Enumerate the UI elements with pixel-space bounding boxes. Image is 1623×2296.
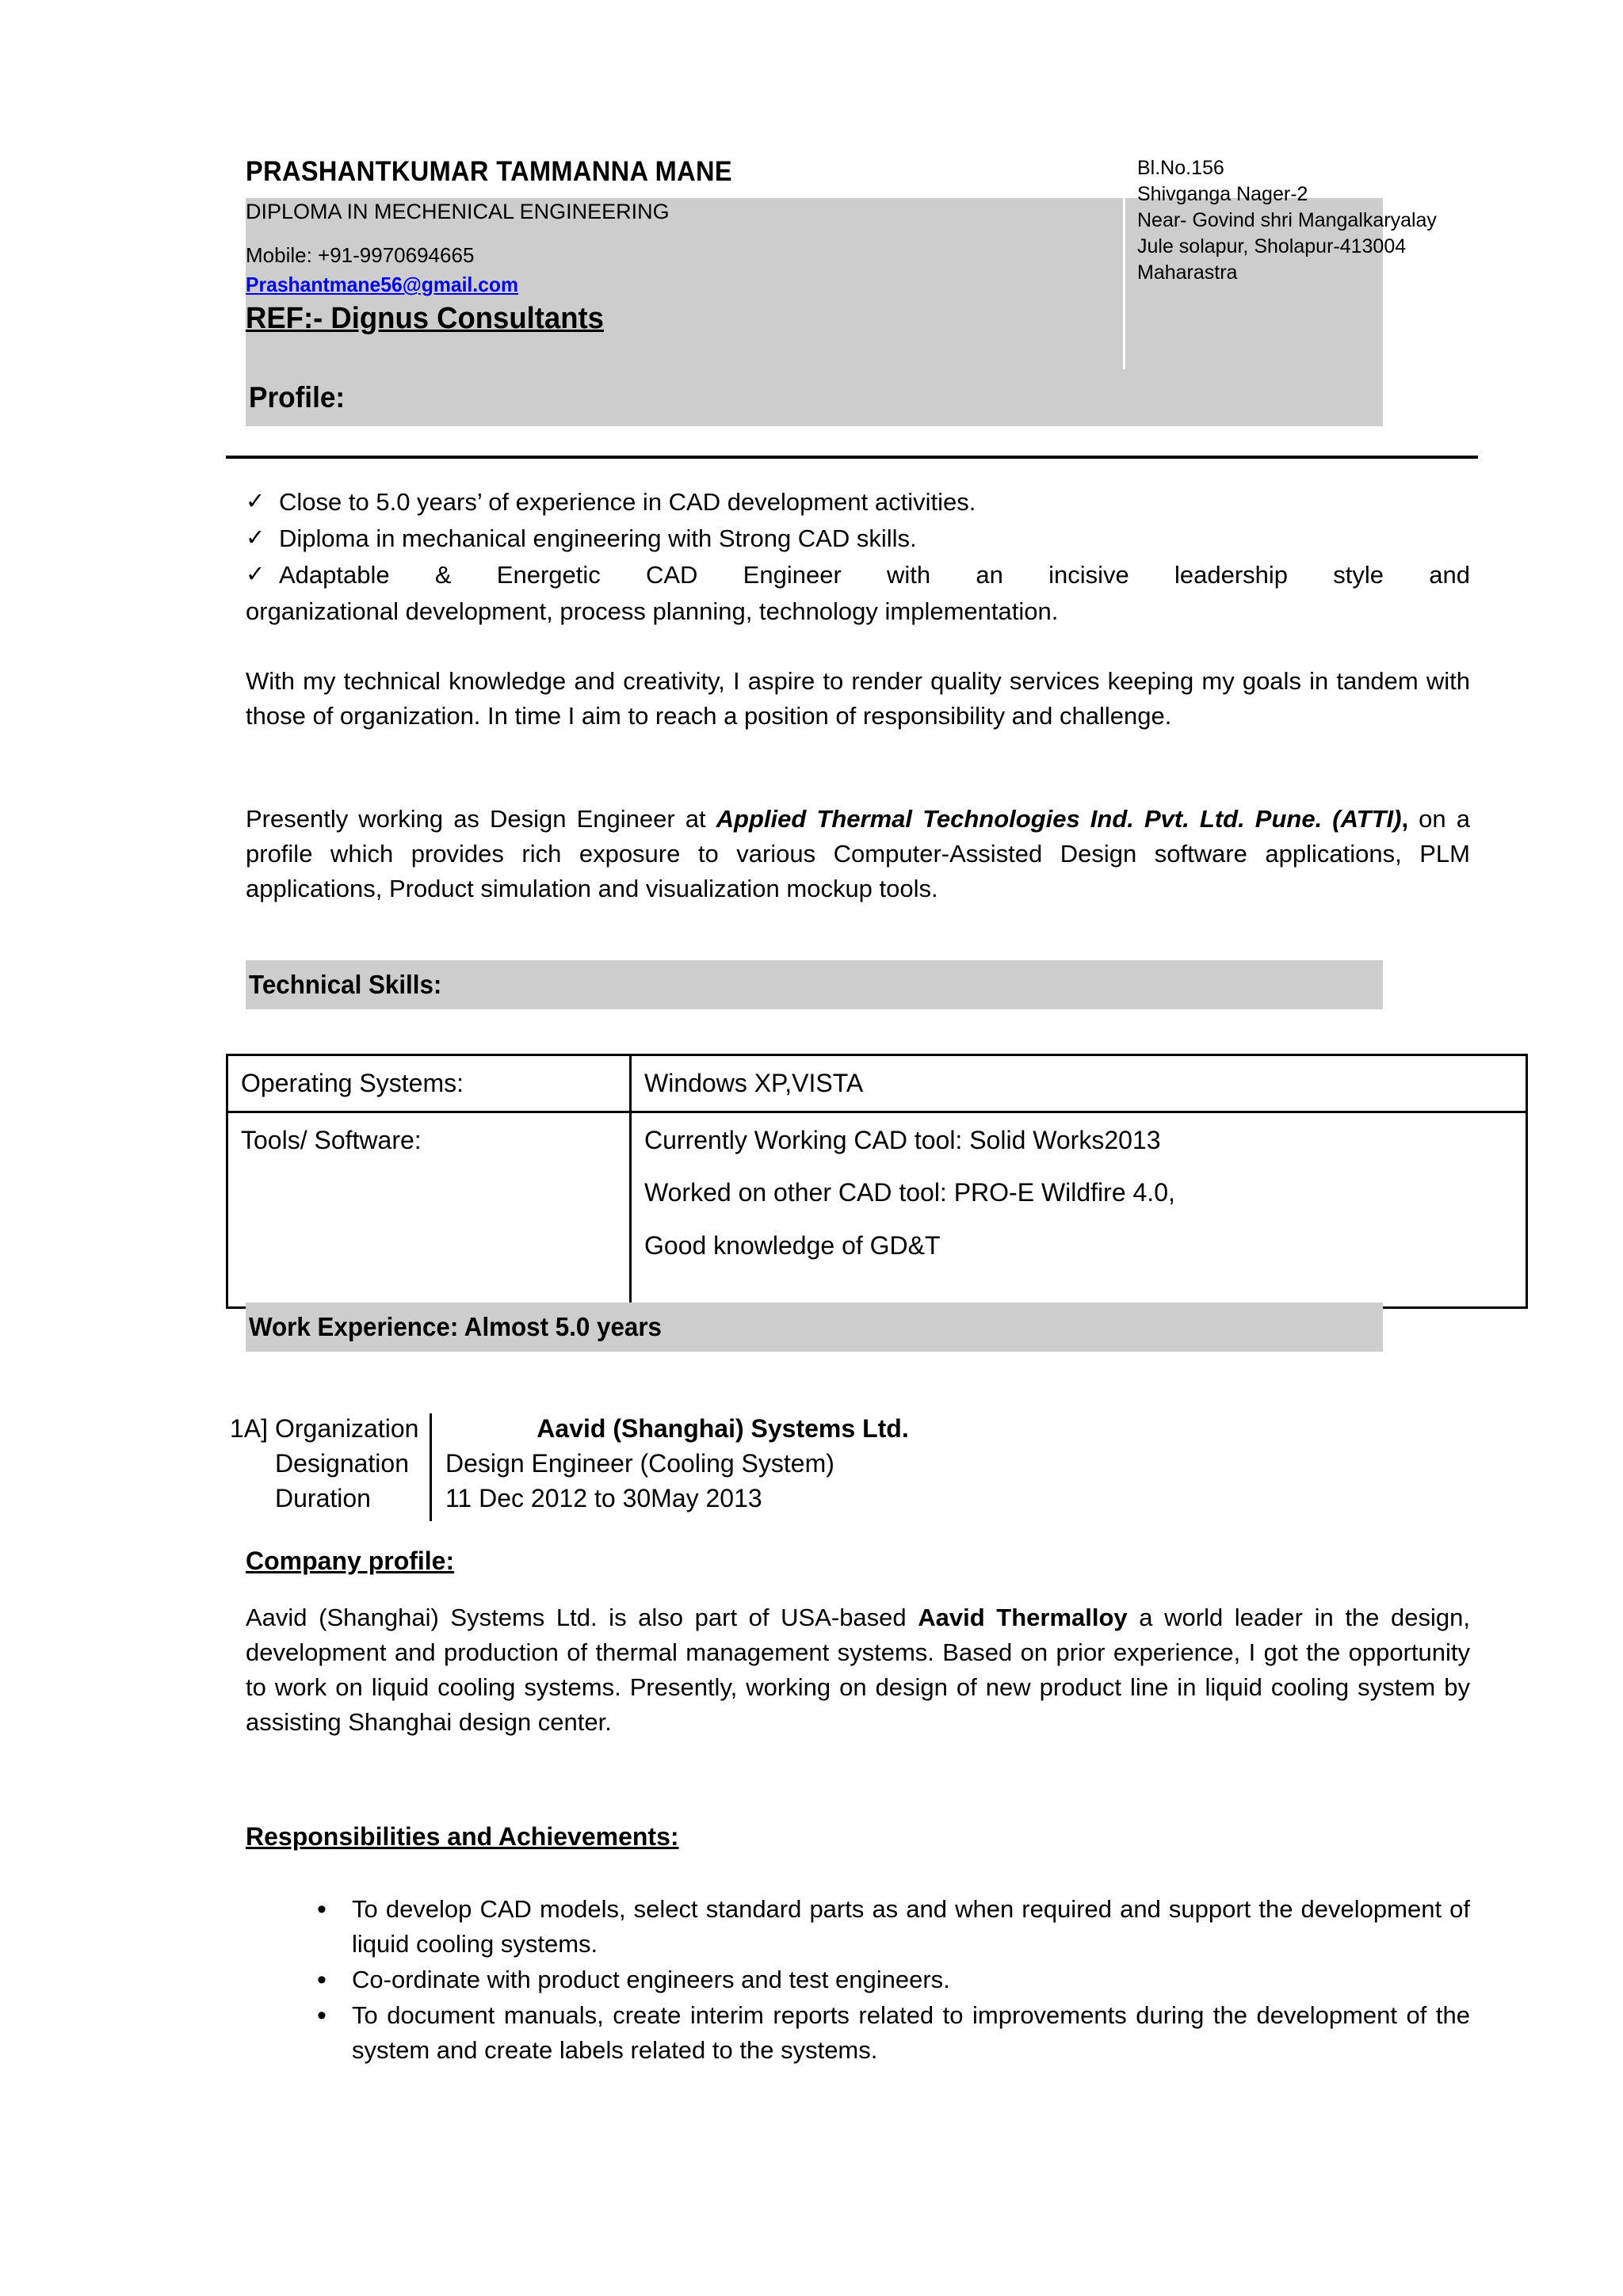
section-heading-work-experience-label: Work Experience: Almost 5.0 years (249, 1312, 663, 1341)
company-text-part1: Aavid (Shanghai) Systems Ltd. is also part of USA-based (246, 1604, 918, 1631)
present-emphasis-comma: , (1401, 805, 1409, 833)
skill-value: Windows XP,VISTA (644, 1069, 864, 1097)
experience-row-duration (230, 1482, 1260, 1516)
page-title: PRASHANTKUMAR TAMMANNA MANE (246, 156, 732, 187)
address-line-2: Shivganga Nager-2 (1137, 183, 1308, 205)
table-cell-value (631, 1112, 1527, 1308)
reference-line: REF:- Dignus Consultants (246, 302, 604, 336)
list-item-label: To develop CAD models, select standard parts as and when required and support the development of liquid cooling systems. (352, 1895, 1470, 1958)
experience-field-value: 11 Dec 2012 to 30May 2013 (445, 1484, 762, 1512)
subheading-company-profile: Company profile: (246, 1547, 455, 1575)
experience-row-organization (230, 1412, 1260, 1447)
section-heading-profile-label: Profile: (249, 381, 346, 414)
list-item-continuation: organizational development, process planning, technology implementation. (246, 597, 1059, 626)
section-heading-technical-skills-label: Technical Skills: (249, 970, 442, 999)
email-link[interactable]: Prashantmane56@gmail.com (246, 272, 518, 296)
list-item-label: Close to 5.0 years’ of experience in CAD development activities. (279, 488, 976, 516)
subheading-responsibilities: Responsibilities and Achievements: (246, 1822, 679, 1851)
experience-field-key: Designation (275, 1449, 409, 1478)
technical-skills-table (226, 1054, 1528, 1309)
table-cell-label: Tools/ Software: (227, 1112, 631, 1308)
address-block (1137, 155, 1581, 286)
experience-index: 1A] (230, 1414, 269, 1443)
company-profile-paragraph (246, 1600, 1470, 1740)
experience-field-value: Aavid (Shanghai) Systems Ltd. (537, 1414, 909, 1443)
present-text-part1: Presently working as Design Engineer at (246, 805, 716, 833)
bullet-icon: • (317, 1894, 327, 1924)
list-item (246, 521, 1470, 556)
list-item-label: To document manuals, create interim reports related to improvements during the development of the system and create labels related to the systems. (352, 2001, 1470, 2065)
bullet-icon: • (317, 2000, 327, 2031)
list-item-label: Diploma in mechanical engineering with Strong CAD skills. (279, 524, 917, 553)
experience-row-designation (230, 1447, 1260, 1482)
list-item-label: Adaptable & Energetic CAD Engineer with an incisive leadership style and (279, 561, 1470, 589)
experience-entry (230, 1412, 1260, 1516)
section-heading-work-experience (246, 1302, 1383, 1352)
header-contact-column (246, 155, 1117, 338)
profile-paragraph-aspiration: With my technical knowledge and creativity, I aspire to render quality services keeping my goals in tandem with those of organization. In time I aim to reach a position of responsibility and challenge. (246, 667, 1470, 730)
list-item (246, 1892, 1470, 1962)
address-line-3: Near- Govind shri Mangalkaryalay (1137, 209, 1437, 231)
company-name-emphasis: Aavid Thermalloy (918, 1604, 1128, 1631)
address-line-5: Maharastra (1137, 261, 1238, 284)
section-heading-technical-skills (246, 960, 1383, 1009)
table-cell-label: Operating Systems: (227, 1055, 631, 1112)
profile-paragraph-present (246, 802, 1470, 906)
list-item (246, 1998, 1470, 2068)
experience-field-value: Design Engineer (Cooling System) (445, 1449, 834, 1478)
list-item (246, 558, 1470, 593)
profile-checklist (246, 485, 1470, 629)
table-row (227, 1055, 1527, 1112)
experience-field-key: Organization (275, 1414, 419, 1443)
degree-line: DIPLOMA IN MECHENICAL ENGINEERING (246, 200, 670, 223)
experience-field-key: Duration (275, 1484, 371, 1512)
skill-value: Worked on other CAD tool: PRO-E Wildfire 4.0, (644, 1178, 1175, 1207)
list-item (246, 1962, 1470, 1997)
section-heading-profile (246, 369, 1383, 426)
present-text-part2: on a profile which provides rich exposure to various Computer-Assisted Design software applications, PLM applications, Product simulation and visualization mockup tools. (246, 805, 1470, 903)
list-item-label: Co-ordinate with product engineers and test engineers. (352, 1966, 950, 1994)
bullet-icon: • (317, 1965, 327, 1996)
mobile-line: Mobile: +91-9970694665 (246, 242, 475, 267)
horizontal-rule (226, 456, 1478, 459)
skill-value: Good knowledge of GD&T (644, 1230, 941, 1260)
skill-value: Currently Working CAD tool: Solid Works2013 (644, 1126, 1161, 1155)
check-icon: ✓ (246, 560, 265, 588)
table-cell-value (631, 1055, 1527, 1112)
list-item (246, 485, 1470, 520)
address-line-1: Bl.No.156 (1137, 157, 1224, 179)
check-icon: ✓ (246, 487, 265, 514)
address-line-4: Jule solapur, Sholapur-413004 (1137, 235, 1407, 257)
present-employer-emphasis: Applied Thermal Technologies Ind. Pvt. Ltd. Pune. (ATTI) (716, 805, 1402, 833)
table-row (227, 1112, 1527, 1308)
company-text-part2: a world leader in the design, development and production of thermal management systems. Based on prior experience, I got the opportunity to work on liquid cooling systems. Presently, working on design of new product line in liquid cooling system by assisting Shanghai design center. (246, 1604, 1470, 1737)
check-icon: ✓ (246, 524, 265, 551)
responsibilities-list (246, 1892, 1470, 2069)
experience-detail-grid (230, 1412, 1260, 1516)
